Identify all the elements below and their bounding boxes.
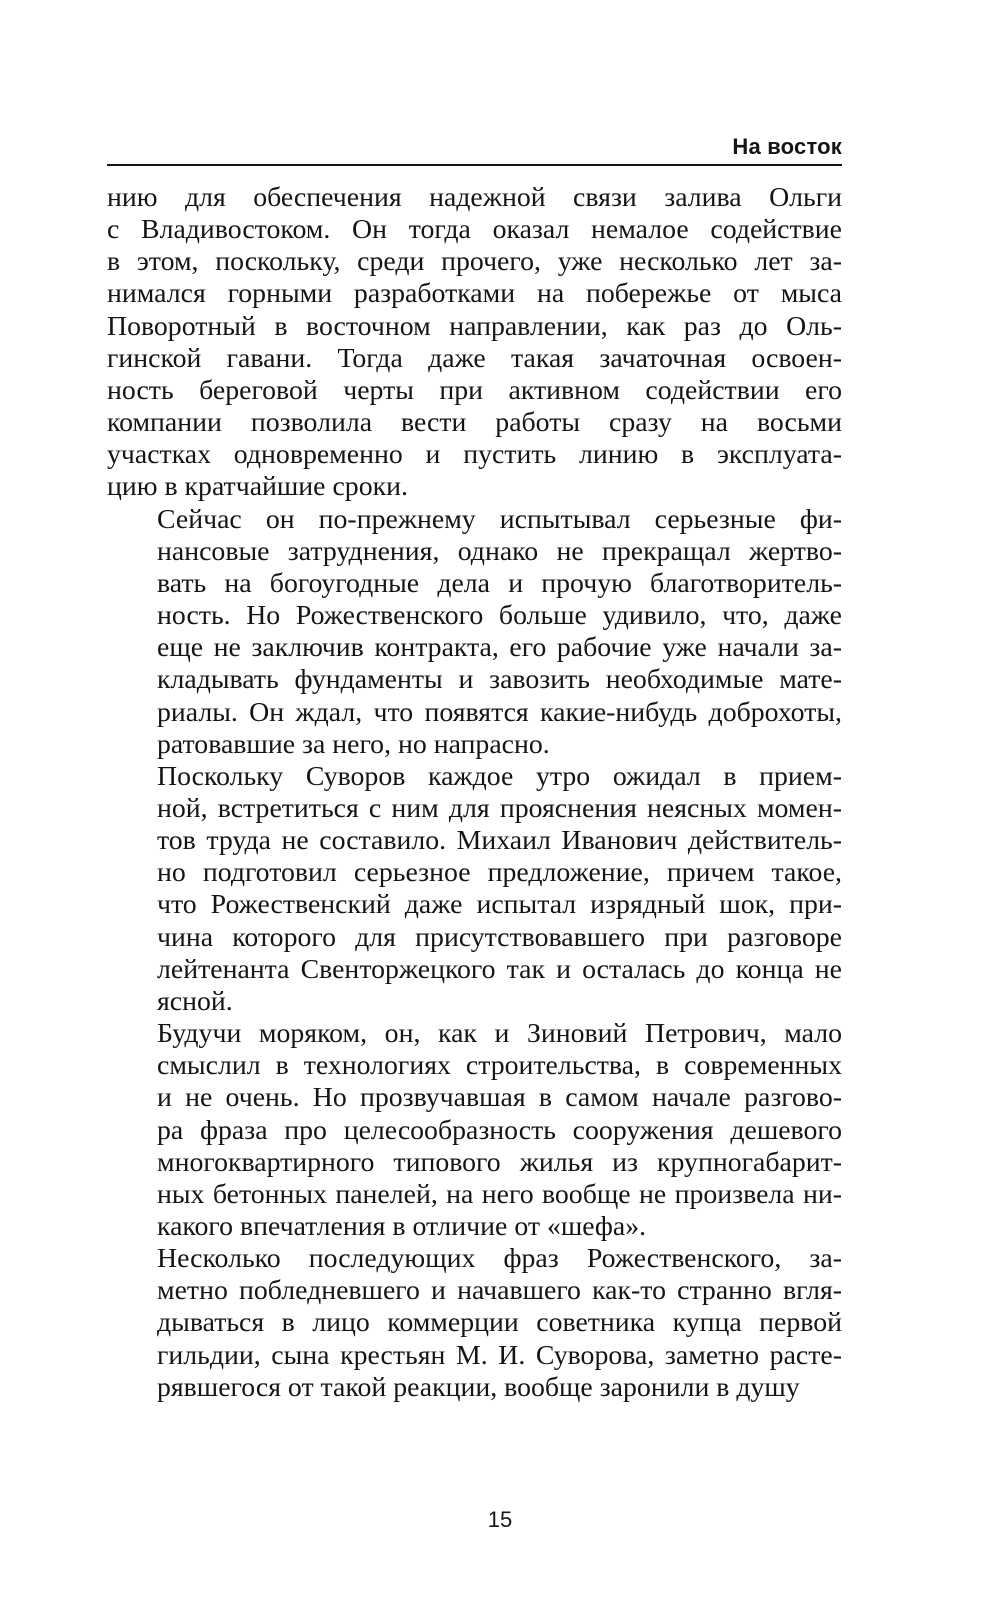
text-line: тов труда не составило. Михаил Иванович действитель- bbox=[157, 825, 842, 857]
text-line: нию для обеспечения надежной связи залива Ольги bbox=[107, 182, 842, 213]
text-line: Сейчас он по-прежнему испытывал серьезные фи- bbox=[157, 503, 842, 535]
text-line: гинской гавани. Тогда даже такая зачаточная освоен- bbox=[107, 342, 842, 374]
running-head-title: На восток bbox=[732, 134, 842, 159]
text-line: но подготовил серьезное предложение, причем такое, bbox=[157, 857, 842, 889]
text-line: и не очень. Но прозвучавшая в самом начале разгово- bbox=[157, 1082, 842, 1114]
text-line: ра фраза про целесообразность сооружения дешевого bbox=[157, 1114, 842, 1146]
text-line: ратовавшие за него, но напрасно. bbox=[157, 728, 550, 760]
paragraph bbox=[107, 182, 842, 504]
text-line: в этом, поскольку, среди прочего, уже несколько лет за- bbox=[107, 246, 842, 278]
paragraph bbox=[107, 1243, 842, 1404]
text-line: Поскольку Суворов каждое утро ожидал в прием- bbox=[157, 760, 842, 792]
text-line: какого впечатления в отличие от «шефа». bbox=[157, 1211, 647, 1242]
text-line: дываться в лицо коммерции советника купца первой bbox=[157, 1307, 842, 1339]
paragraph bbox=[107, 761, 842, 1018]
text-line: цию в кратчайшие сроки. bbox=[107, 471, 408, 503]
text-line: чина которого для присутствовавшего при разговоре bbox=[157, 921, 842, 953]
text-line: гильдии, сына крестьян М. И. Суворова, заметно расте- bbox=[157, 1339, 842, 1371]
text-line: участках одновременно и пустить линию в эксплуата- bbox=[107, 439, 842, 471]
text-line: нансовые затруднения, однако не прекращал жертво- bbox=[157, 535, 842, 567]
text-line: ность береговой черты при активном содействии его bbox=[107, 374, 842, 406]
body-text bbox=[107, 182, 842, 1404]
text-line: с Владивостоком. Он тогда оказал немалое содействие bbox=[107, 214, 842, 246]
text-line: ной, встретиться с ним для прояснения неясных момен- bbox=[157, 792, 842, 824]
text-line: нимался горными разработками на побережье от мыса bbox=[107, 278, 842, 310]
text-line: Несколько последующих фраз Рожественского, за- bbox=[157, 1243, 842, 1275]
page-number: 15 bbox=[487, 1507, 513, 1532]
text-line: компании позволила вести работы сразу на восьми bbox=[107, 407, 842, 439]
paragraph bbox=[107, 504, 842, 761]
text-line: Поворотный в восточном направлении, как раз до Оль- bbox=[107, 310, 842, 342]
text-line: кладывать фундаменты и завозить необходимые мате- bbox=[157, 664, 842, 696]
text-line: ясной. bbox=[157, 985, 233, 1017]
text-line: смыслил в технологиях строительства, в современных bbox=[157, 1050, 842, 1082]
text-line: еще не заключив контракта, его рабочие уже начали за- bbox=[157, 632, 842, 664]
text-line: вать на богоугодные дела и прочую благотворитель- bbox=[157, 567, 842, 599]
text-line: рявшегося от такой реакции, вообще заронили в душу bbox=[157, 1371, 800, 1403]
text-line: Будучи моряком, он, как и Зиновий Петрович, мало bbox=[157, 1018, 842, 1050]
text-line: риалы. Он ждал, что появятся какие-нибудь доброхоты, bbox=[157, 696, 842, 728]
text-line: что Рожественский даже испытал изрядный шок, при- bbox=[157, 889, 842, 921]
running-head bbox=[107, 130, 842, 166]
text-line: ных бетонных панелей, на него вообще не произвела ни- bbox=[157, 1178, 842, 1210]
text-line: многоквартирного типового жилья из крупногабарит- bbox=[157, 1146, 842, 1178]
text-line: лейтенанта Свенторжецкого так и осталась до конца не bbox=[157, 953, 842, 985]
text-line: метно побледневшего и начавшего как-то странно вгля- bbox=[157, 1275, 842, 1307]
paragraph bbox=[107, 1018, 842, 1243]
text-line: ность. Но Рожественского больше удивило, что, даже bbox=[157, 600, 842, 632]
